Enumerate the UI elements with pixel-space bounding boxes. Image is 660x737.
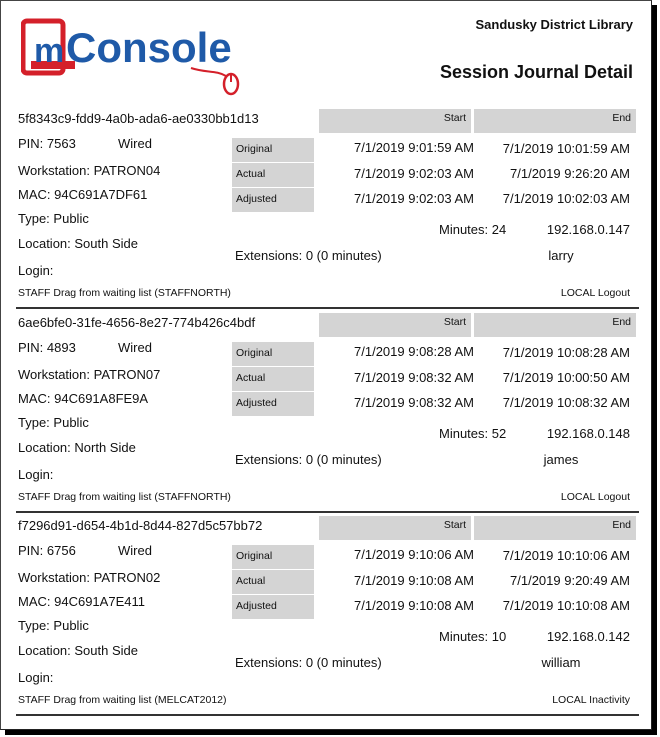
adjusted-end: 7/1/2019 10:08:32 AM — [502, 395, 630, 410]
end-header — [474, 516, 636, 540]
pin-value: 6756 — [46, 543, 76, 558]
mac-row — [18, 187, 147, 202]
end-reason: LOCAL Logout — [560, 287, 630, 299]
original-start: 7/1/2019 9:01:59 AM — [354, 140, 474, 155]
location-row — [18, 440, 136, 455]
extensions-value: 0 (0 minutes) — [305, 655, 382, 670]
user-name: larry — [548, 248, 574, 263]
connection-type: Wired — [118, 136, 152, 151]
adjusted-start: 7/1/2019 9:02:03 AM — [354, 191, 474, 206]
actual-end: 7/1/2019 10:00:50 AM — [502, 370, 630, 385]
session-id: 5f8343c9-fdd9-4a0b-ada6-ae0330bb1d13 — [18, 111, 259, 126]
workstation-value: PATRON02 — [93, 570, 161, 585]
staff-note: STAFF Drag from waiting list (MELCAT2012) — [18, 694, 227, 706]
location-value: North Side — [74, 440, 136, 455]
type-label: Type: — [18, 415, 50, 430]
section-divider — [16, 511, 639, 513]
pin-label: PIN: — [18, 340, 44, 355]
end-reason: LOCAL Logout — [560, 491, 630, 503]
original-start: 7/1/2019 9:10:06 AM — [354, 547, 474, 562]
type-row — [18, 415, 89, 430]
type-value: Public — [53, 415, 89, 430]
actual-label-text: Actual — [236, 372, 266, 384]
mac-label: MAC: — [18, 391, 51, 406]
extensions-label: Extensions: — [235, 452, 303, 467]
adjusted-label — [232, 188, 314, 212]
actual-start: 7/1/2019 9:10:08 AM — [354, 573, 474, 588]
actual-start: 7/1/2019 9:08:32 AM — [354, 370, 474, 385]
section-divider — [16, 307, 639, 309]
actual-end: 7/1/2019 9:20:49 AM — [510, 573, 630, 588]
pin-row — [18, 136, 76, 151]
adjusted-label-text: Adjusted — [236, 193, 277, 205]
extensions-row — [235, 248, 382, 263]
login-row — [18, 670, 53, 685]
mac-value: 94C691A7DF61 — [54, 187, 148, 202]
type-value: Public — [53, 211, 89, 226]
pin-label: PIN: — [18, 136, 44, 151]
adjusted-label-text: Adjusted — [236, 600, 277, 612]
minutes-label: Minutes: — [439, 222, 489, 237]
logo-text-m: m — [34, 32, 65, 70]
end-header — [474, 313, 636, 337]
minutes-value: 24 — [491, 222, 507, 237]
actual-label — [232, 570, 314, 594]
logo-text-console: Console — [66, 24, 232, 71]
section-divider — [16, 714, 639, 716]
original-end: 7/1/2019 10:08:28 AM — [502, 345, 630, 360]
end-label: End — [612, 316, 631, 328]
extensions-row — [235, 452, 382, 467]
end-reason: LOCAL Inactivity — [552, 694, 630, 706]
location-label: Location: — [18, 643, 71, 658]
adjusted-label — [232, 595, 314, 619]
login-row — [18, 467, 53, 482]
workstation-label: Workstation: — [18, 570, 91, 585]
staff-note: STAFF Drag from waiting list (STAFFNORTH) — [18, 491, 231, 503]
workstation-label: Workstation: — [18, 163, 91, 178]
original-label — [232, 545, 314, 569]
mac-value: 94C691A8FE9A — [54, 391, 149, 406]
start-header — [319, 313, 471, 337]
type-value: Public — [53, 618, 89, 633]
ip-address: 192.168.0.148 — [546, 426, 630, 441]
login-label: Login: — [18, 670, 54, 685]
adjusted-label — [232, 392, 314, 416]
connection-type: Wired — [118, 543, 152, 558]
actual-label — [232, 163, 314, 187]
workstation-row — [18, 367, 160, 382]
minutes-row — [439, 426, 506, 441]
user-name: james — [543, 452, 579, 467]
start-label: Start — [443, 112, 466, 124]
login-row — [18, 263, 53, 278]
actual-label-text: Actual — [236, 575, 266, 587]
original-label — [232, 138, 314, 162]
minutes-row — [439, 629, 506, 644]
end-header — [474, 109, 636, 133]
user-name: william — [541, 655, 581, 670]
mac-row — [18, 594, 145, 609]
mac-row — [18, 391, 148, 406]
original-label — [232, 342, 314, 366]
report-title: Session Journal Detail — [439, 62, 633, 82]
session-block — [16, 516, 639, 716]
actual-label-text: Actual — [236, 168, 266, 180]
mconsole-logo — [21, 18, 271, 100]
actual-start: 7/1/2019 9:02:03 AM — [354, 166, 474, 181]
adjusted-label-text: Adjusted — [236, 397, 277, 409]
workstation-value: PATRON07 — [93, 367, 161, 382]
session-id: 6ae6bfe0-31fe-4656-8e27-774b426c4bdf — [18, 315, 256, 330]
minutes-value: 10 — [491, 629, 507, 644]
pin-value: 7563 — [46, 136, 76, 151]
session-block — [16, 109, 639, 309]
location-label: Location: — [18, 236, 71, 251]
adjusted-start: 7/1/2019 9:10:08 AM — [354, 598, 474, 613]
actual-label — [232, 367, 314, 391]
type-label: Type: — [18, 618, 50, 633]
location-value: South Side — [74, 236, 138, 251]
workstation-label: Workstation: — [18, 367, 91, 382]
end-label: End — [612, 112, 631, 124]
extensions-label: Extensions: — [235, 655, 303, 670]
start-header — [319, 516, 471, 540]
mac-value: 94C691A7E411 — [54, 594, 145, 609]
location-value: South Side — [74, 643, 138, 658]
minutes-value: 52 — [491, 426, 507, 441]
original-end: 7/1/2019 10:10:06 AM — [502, 548, 630, 563]
mac-label: MAC: — [18, 594, 51, 609]
original-start: 7/1/2019 9:08:28 AM — [354, 344, 474, 359]
login-label: Login: — [18, 263, 54, 278]
session-block — [16, 313, 639, 513]
pin-row — [18, 543, 76, 558]
workstation-row — [18, 163, 160, 178]
pin-row — [18, 340, 76, 355]
start-label: Start — [443, 316, 466, 328]
type-label: Type: — [18, 211, 50, 226]
type-row — [18, 618, 89, 633]
original-end: 7/1/2019 10:01:59 AM — [502, 141, 630, 156]
minutes-label: Minutes: — [439, 629, 489, 644]
start-header — [319, 109, 471, 133]
adjusted-end: 7/1/2019 10:02:03 AM — [502, 191, 630, 206]
pin-value: 4893 — [46, 340, 76, 355]
extensions-row — [235, 655, 382, 670]
library-name: Sandusky District Library — [475, 17, 633, 32]
session-id: f7296d91-d654-4b1d-8d44-827d5c57bb72 — [18, 518, 263, 533]
original-label-text: Original — [236, 550, 273, 562]
location-label: Location: — [18, 440, 71, 455]
connection-type: Wired — [118, 340, 152, 355]
workstation-value: PATRON04 — [93, 163, 161, 178]
original-label-text: Original — [236, 347, 273, 359]
start-label: Start — [443, 519, 466, 531]
actual-end: 7/1/2019 9:26:20 AM — [510, 166, 630, 181]
login-label: Login: — [18, 467, 54, 482]
pin-label: PIN: — [18, 543, 44, 558]
ip-address: 192.168.0.142 — [546, 629, 630, 644]
original-label-text: Original — [236, 143, 273, 155]
end-label: End — [612, 519, 631, 531]
location-row — [18, 643, 138, 658]
staff-note: STAFF Drag from waiting list (STAFFNORTH) — [18, 287, 231, 299]
ip-address: 192.168.0.147 — [546, 222, 630, 237]
extensions-value: 0 (0 minutes) — [305, 248, 382, 263]
minutes-label: Minutes: — [439, 426, 489, 441]
workstation-row — [18, 570, 160, 585]
minutes-row — [439, 222, 506, 237]
adjusted-end: 7/1/2019 10:10:08 AM — [502, 598, 630, 613]
extensions-label: Extensions: — [235, 248, 303, 263]
adjusted-start: 7/1/2019 9:08:32 AM — [354, 395, 474, 410]
type-row — [18, 211, 89, 226]
extensions-value: 0 (0 minutes) — [305, 452, 382, 467]
mac-label: MAC: — [18, 187, 51, 202]
location-row — [18, 236, 138, 251]
